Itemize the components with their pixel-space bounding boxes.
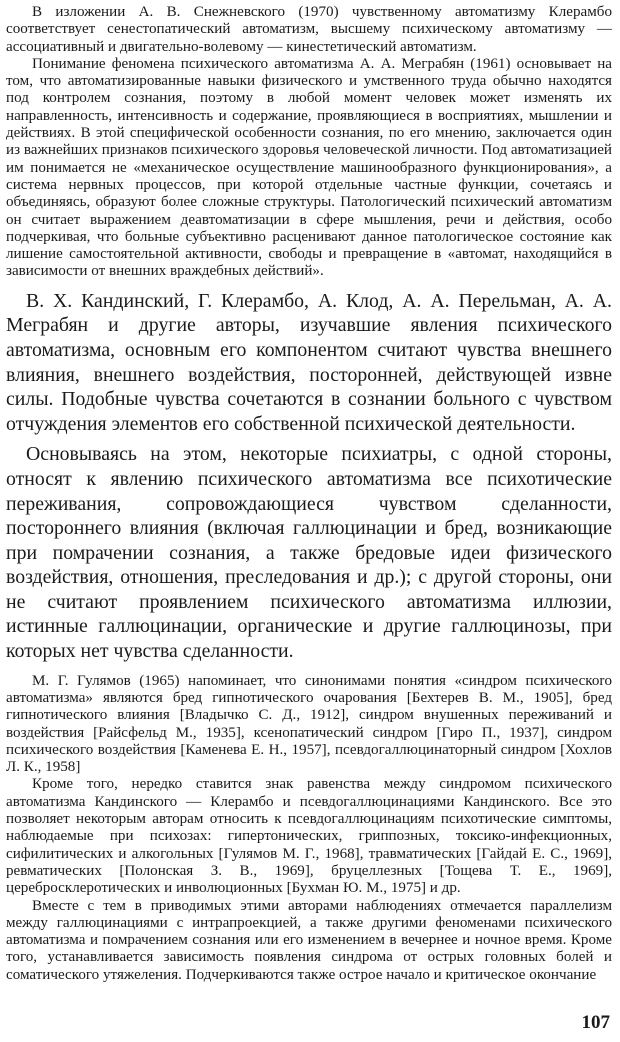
paragraph-authors-components: В. Х. Кандинский, Г. Клерамбо, А. Клод, А. А. Перельман, А. А. Меграбян и другие авторы, изучавшие явления психического автоматизма, основным его компонентом считают чувства внешнего влияния, внешнего воздействия, посторонней, действующей извне силы. Подобные чувства сочетаются в сознании больного с чувством отчуждения элементов его собственной психической деятельности.	[6, 289, 612, 435]
paragraph-snezhnevsky: В изложении А. В. Снежневского (1970) чувственному автоматизму Клерамбо соответствует сенестопатический автоматизм, высшему психическому автоматизму — ассоциативный и двигательно-волевому — кинестетический автоматизм.	[6, 4, 612, 55]
paragraph-pseudohallucinations: Кроме того, нередко ставится знак равенства между синдромом психического автоматизма Кандинского — Клерамбо и псевдогаллюцинациями Кандинского. Все это позволяет некоторым авторам относить к псевдогаллюцинациям психотические симптомы, наблюдаемые при психозах: гипертонических, гриппозных, токсико-инфекционных, сифилитических и алкогольных [Гулямов М. Г., 1968], травматических [Гайдай Е. С., 1969], ревматических [Полонская З. В., 1969], бруцеллезных [Тощева Т. Е., 1969], церебросклеротических и инволюционных [Бухман Ю. М., 1975] и др.	[6, 776, 612, 897]
top-text-block	[6, 4, 612, 281]
paragraph-megrabyan: Понимание феномена психического автоматизма А. А. Меграбян (1961) основывает на том, что автоматизированные навыки физического и умственного труда обычно находятся под контролем сознания, поэтому в любой момент человек может изменять их направленность, интенсивность и содержание, проявляющиеся в восприятиях, мышлении и действиях. В этой специфической особенности сознания, по его мнению, заключается один из важнейших признаков психического здоровья человеческой личности. Под автоматизацией им понимается не «механическое осуществление машинообразного функционирования», а система нервных процессов, при которой отдельные частные функции, сочетаясь и объединяясь, образуют более сложные структуры. Патологический психический автоматизм он считает выражением деавтоматизации в сфере мышления, речи и действия, особо подчеркивая, что больные субъективно расценивают данное патологическое состояние как лишение самостоятельной активности, свободы и превращение в «автомат, находящийся в зависимости от внешних враждебных действий».	[6, 55, 612, 280]
paragraph-gulyamov: М. Г. Гулямов (1965) напоминает, что синонимами понятия «синдром психическоrо автоматизма» являются бред гипнотического очарования [Бехтерев В. М., 1905], бред гипнотического влияния [Владычко С. Д., 1912], синдром внушенных переживаний и воздействия [Райсфельд М., 1935], ксенопатический синдром [Гиро П., 1937], синдром психического воздействия [Каменева Е. Н., 1957], псевдогаллюцинаторный синдром [Хохлов Л. К., 1958]	[6, 672, 612, 776]
large-text-block	[6, 289, 612, 664]
paragraph-psychiatrists: Основываясь на этом, некоторые психиатры, с одной стороны, относят к явлению психического автоматизма все психотические переживания, сопровождающиеся чувством сделанности, постороннего влияния (включая галлюцинации и бред, возникающие при помрачении сознания, а также бредовые идеи физического воздействия, отношения, преследования и др.); с другой стороны, они не считают проявлением психического автоматизма иллюзии, истинные галлюцинации, органические и другие галлюцинозы, при которых нет чувства сделанности.	[6, 443, 612, 663]
page-number: 107	[581, 1012, 610, 1033]
bottom-text-block	[6, 673, 612, 984]
paragraph-parallelism: Вместе с тем в приводимых этими авторами наблюдениях отмечается параллелизм между галлюцинациями с интрапроекцией, а также другими феноменами психического автоматизма и помрачением сознания или его изменением в вечернее и ночное время. Кроме того, устанавливается зависимость появления синдрома от острых головных болей и соматического утяжеления. Подчеркиваются также острое начало и критическое окончание	[6, 897, 612, 983]
